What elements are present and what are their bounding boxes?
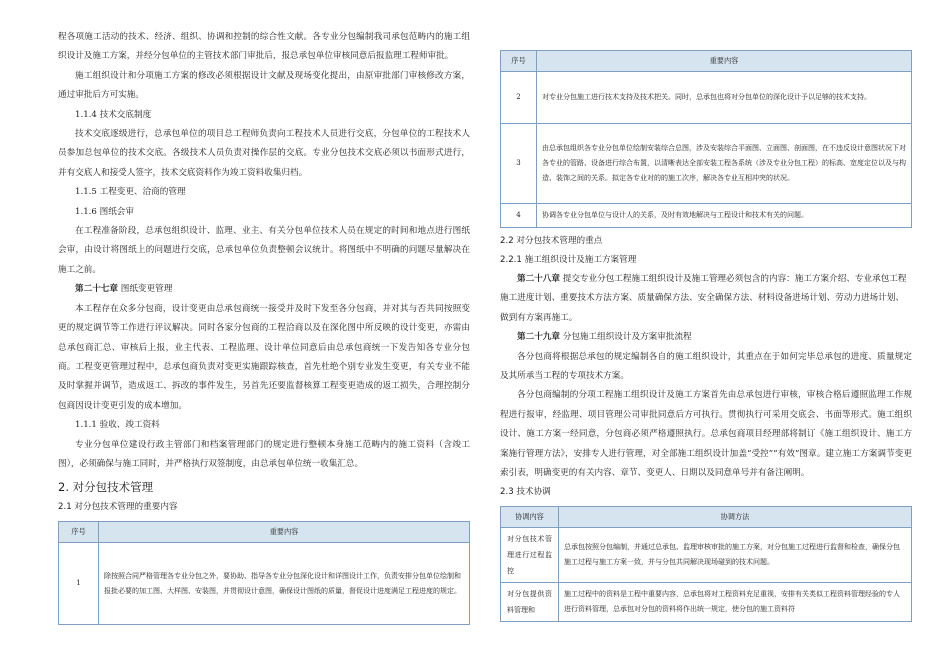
- section-heading: 1.1.4 技术交底制度: [75, 109, 152, 120]
- table-row: [501, 528, 912, 583]
- table-cell: 4: [501, 204, 537, 228]
- coordination-table: [500, 506, 912, 622]
- heading-level-4: 2.2.1 施工组织设计及施工方案管理: [500, 255, 637, 265]
- table-cell: 1: [59, 543, 99, 625]
- table-header: 重要内容: [99, 522, 470, 543]
- content-table: [500, 50, 912, 228]
- table-header: 序号: [501, 51, 537, 72]
- section-heading: 1.1.6 图纸会审: [75, 206, 134, 217]
- paragraph: 各分包商编制的分项工程施工组织设计及施工方案首先由总承包进行审核，审核合格后遵照监理工作规程进行报审，经监理、项目管理公司审批同意后方可执行。贯彻执行可采用交底会、书面等形式。施工组织设计、施工方案一经同意，分包商必须严格遵照执行。总承包商项目经理部将制订《施工组织设计、施工方案施行管理方法》，安排专人进行管理，对全部施工组织设计加盖“受控”“有效”图章。建立施工方案调节变更索引表，明确变更的有关内容、章节、变更人、日期以及同意单号并有备注阐明。: [500, 390, 912, 479]
- chapter-heading: [500, 328, 912, 347]
- table-cell: 3: [501, 124, 537, 204]
- chapter-heading: [58, 280, 470, 299]
- table-cell: 协调各专业分包单位与设计人的关系，及时有效地解决与工程设计和技术有关的问题。: [537, 204, 912, 228]
- chapter-heading: [500, 270, 912, 328]
- content-table: [58, 521, 470, 625]
- chapter-title: 提交专业分包工程施工组织设计及施工管理必须包含的内容：施工方案介绍、专业承包工程施工进度计划、重要技术方法方案、质量确保方法、安全确保方法、材料设备进场计划、劳动力进场计划、做到有方案再施工。: [500, 274, 907, 323]
- table-header: 协调方法: [559, 507, 912, 528]
- table-header: 序号: [59, 522, 99, 543]
- chapter-title: 分包施工组织设计及方案审批流程: [562, 332, 692, 343]
- right-column: [500, 50, 912, 622]
- chapter-number: 第二十八章: [517, 274, 560, 284]
- table-header: 协调内容: [501, 507, 559, 528]
- table-cell: 除按照合同严格管理各专业分包之外，要协助、指导各专业分包深化设计和详图设计工作，负责安排分包单位绘制和报批必要的加工图、大样图、安装图，并贯彻设计意图，确保设计图纸的质量，督促设计进度满足工程进度的规定。: [99, 543, 470, 625]
- table-cell: 由总承包组织各专业分包单位绘制安装综合总图，涉及安装综合平面图、立面图、剖面图，在不违反设计意图状况下对各专业的管路、设备进行综合布置，以清晰表达全部安装工程各系统（涉及专业分包工程）的标高、宽度定位以及与构造、装饰之间的关系。拟定各专业对的的施工次序，解决各专业互相冲突的状况。: [537, 124, 912, 204]
- table-row: [501, 72, 912, 124]
- table-cell: 对专业分包施工进行技术支持及技术把关。同时，总承包也将对分包单位的深化设计予以足够的技术支持。: [537, 72, 912, 124]
- paragraph: 施工组织设计和分项施工方案的修改必须根据设计文献及现场变化提出，由原审批部门审核修改方案，通过审批后方可实施。: [58, 70, 470, 101]
- chapter-title: 图纸变更管理: [120, 284, 173, 295]
- paragraph: 本工程存在众多分包商，设计变更由总承包商统一接受并及时下发至各分包商，并对其与否共同按照变更的规定调节等工作进行评议解决。同时各家分包商的工程洽商以及在深化图中所反映的设计变更，亦需由总承包商汇总、审核后上报，业主代表、工程监理、设计单位同意后由总承包商统一下发告知各专业分包商。工程变更管理过程中，总承包商负责对变更实施跟踪核查，首先杜绝个别专业发生变更，有关专业不能及时掌握并调节，造成返工、拆改的事件发生，另首先还要监督核算工程变更造成的返工损失，合理控制分包商因设计变更引发的成本增加。: [58, 303, 470, 411]
- chapter-number: 第二十九章: [517, 332, 560, 343]
- section-heading: 1.1.5 工程变更、洽商的管理: [75, 187, 186, 198]
- heading-level-3: 2.3 技术协调: [500, 487, 551, 498]
- table-row: [501, 204, 912, 228]
- paragraph: 在工程准备阶段，总承包组织设计、监理、业主、有关分包单位技术人员在规定的时间和地点进行图纸会审，由设计将图纸上的问题进行交底，总承包单位负责整顿会议统计。将图纸中不明确的问题尽量解决在施工之前。: [58, 226, 470, 275]
- table-header: 重要内容: [537, 51, 912, 72]
- left-column: [58, 28, 470, 625]
- table-cell: 对分包提供资料管理和: [501, 583, 559, 622]
- heading-level-3: 2.1 对分包技术管理的重要内容: [58, 502, 178, 513]
- paragraph: 专业分包单位建设行政主管部门和档案管理部门的规定进行整顿本身施工范畴内的施工资料（含竣工图），必须确保与施工同时，并严格执行双签制度，由总承包单位统一收集汇总。: [58, 439, 470, 469]
- table-row: [501, 583, 912, 622]
- table-row: [59, 543, 470, 625]
- chapter-number: 第二十七章: [75, 284, 118, 295]
- table-cell: 对分包技术管理进行过程监控: [501, 528, 559, 583]
- section-heading: 1.1.1 验收、竣工资料: [75, 420, 160, 431]
- table-cell: 2: [501, 72, 537, 124]
- table-row: [501, 124, 912, 204]
- heading-level-3: 2.2 对分包技术管理的重点: [500, 236, 603, 246]
- heading-level-2: 2. 对分包技术管理: [58, 480, 154, 495]
- table-cell: 施工过程中的资料是工程中重要内容，总承包将对工程资料充足重视，安排有关类似工程资料管理经验的专人进行资料管理，总承包对分包的资料将作出统一规定，使分包的施工资料符: [559, 583, 912, 622]
- table-cell: 总承包按照分包编制，并通过总承包、监理审核审批的施工方案，对分包施工过程进行监督和检查，确保分包施工过程与施工方案一致，并与分包共同解决现场碰到的技术问题。: [559, 528, 912, 583]
- paragraph: 各分包商将根据总承包的规定编制各自的施工组织设计，其重点在于如何完毕总承包的进度、质量规定及其所承当工程的专项技术方案。: [500, 351, 912, 382]
- paragraph: 程各项施工活动的技术、经济、组织、协调和控制的综合性文献。各专业分包编制我司承包范畴内的施工组织设计及施工方案，并经分包单位的主管技术部门审批后，报总承包单位审核同意后报监理工程师审批。: [58, 32, 470, 62]
- paragraph: 技术交底逐级进行，总承包单位的项目总工程师负责向工程技术人员进行交底，分包单位的工程技术人员参加总包单位的技术交底。各级技术人员负责对操作层的交底。专业分包技术交底必须以书面形式进行，并有交底人和接受人签字，技术交底资料作为竣工资料收集归档。: [58, 129, 470, 178]
